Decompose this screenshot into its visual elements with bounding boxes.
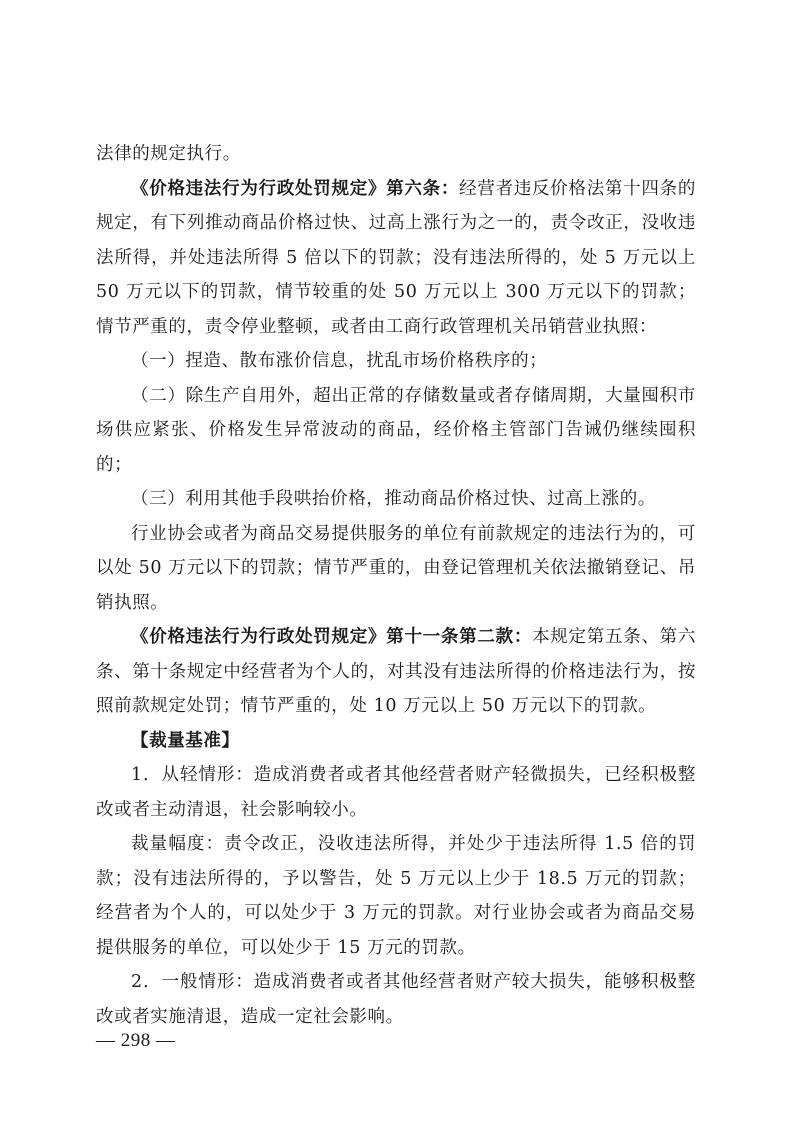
paragraph-item-1 (96, 344, 696, 379)
paragraph-lenient-case (96, 758, 696, 827)
paragraph-continuation (96, 137, 696, 172)
section-heading: 【裁量基准】 (131, 730, 240, 751)
paragraph-text: 法律的规定执行。 (96, 144, 241, 164)
article-heading: 《价格违法行为行政处罚规定》第六条： (131, 178, 460, 199)
paragraph-text: 本规定第五条、第六条、第十条规定中经营者为个人的，对其没有违法所得的价格违法行为，按照前款规定处罚；情节严重的，处 10 万元以上 50 万元以下的罚款。 (96, 627, 696, 716)
paragraph-text: （二）除生产自用外，超出正常的存储数量或者存储周期，大量囤积市场供应紧张、价格发生异常波动的商品，经价格主管部门告诫仍继续囤积的； (96, 385, 696, 475)
paragraph-text: 裁量幅度：责令改正，没收违法所得，并处少于违法所得 1.5 倍的罚款；没有违法所得的，予以警告，处 5 万元以上少于 18.5 万元的罚款；经营者为个人的，可以处少于 3 万元的罚款。对行业协会或者为商品交易提供服务的单位，可以处少于 15 万元的罚款。 (96, 834, 696, 958)
article-heading: 《价格违法行为行政处罚规定》第十一条第二款： (131, 627, 533, 647)
paragraph-text: 经营者违反价格法第十四条的规定，有下列推动商品价格过快、过高上涨行为之一的，责令改正，没收违法所得，并处违法所得 5 倍以下的罚款；没有违法所得的，处 5 万元以上 50 万元以下的罚款，情节较重的处 50 万元以上 300 万元以下的罚款；情节严重的，责令停业整顿，或者由工商行政管理机关吊销营业执照： (96, 178, 696, 337)
paragraph-article-6 (96, 172, 696, 345)
paragraph-text: 1．从轻情形：造成消费者或者其他经营者财产轻微损失，已经积极整改或者主动清退，社会影响较小。 (96, 765, 696, 820)
paragraph-general-case (96, 965, 696, 1034)
paragraph-text: 2．一般情形：造成消费者或者其他经营者财产较大损失，能够积极整改或者实施清退，造成一定社会影响。 (96, 972, 696, 1027)
paragraph-text: （一）捏造、散布涨价信息，扰乱市场价格秩序的； (131, 351, 548, 371)
paragraph-discretion-range (96, 827, 696, 965)
paragraph-item-3 (96, 482, 696, 517)
page-number: — 298 — (96, 1030, 176, 1051)
paragraph-article-11 (96, 620, 696, 724)
paragraph-item-2 (96, 379, 696, 483)
section-heading-discretion-standard (96, 724, 696, 759)
document-body (96, 137, 696, 1034)
paragraph-industry-association (96, 517, 696, 621)
paragraph-text: 行业协会或者为商品交易提供服务的单位有前款规定的违法行为的，可以处 50 万元以下的罚款；情节严重的，由登记管理机关依法撤销登记、吊销执照。 (96, 523, 696, 613)
paragraph-text: （三）利用其他手段哄抬价格，推动商品价格过快、过高上涨的。 (131, 489, 656, 509)
